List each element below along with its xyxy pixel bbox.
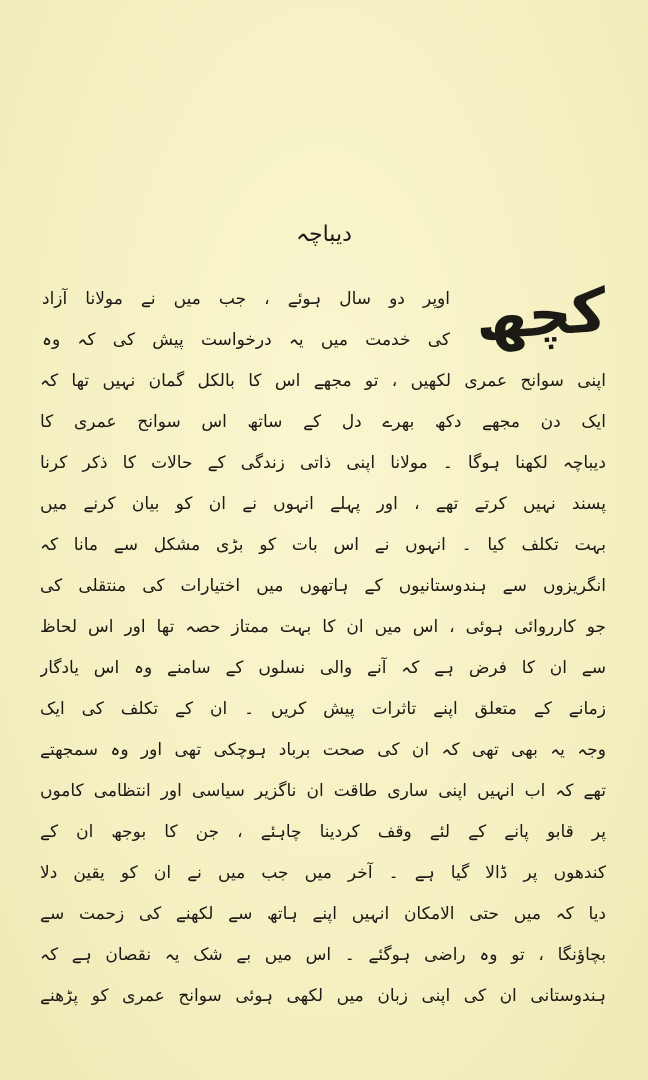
text-line: ہندوستانی ان کی اپنی زبان میں لکھی ہوئی سوانح عمری کو پڑھنے xyxy=(40,986,606,1006)
text-line: وجہ یہ بھی تھی کہ ان کی صحت برباد ہوچکی تھی اور وہ سمجھتے xyxy=(40,740,606,760)
text-line: اپنی سوانح عمری لکھیں ، تو مجھے اس کا بالکل گمان نہیں تھا کہ xyxy=(40,371,606,391)
text-line: کی خدمت میں یہ درخواست پیش کی کہ وہ xyxy=(42,330,450,350)
text-line: زمانے کے متعلق اپنے تاثرات پیش کریں ۔ ان کے تکلف کی ایک xyxy=(40,699,606,719)
text-line: بہت تکلف کیا ۔ انہوں نے اس بات کو بڑی مشکل سے مانا کہ xyxy=(40,535,606,555)
text-line: کندھوں پر ڈالا گیا ہے ۔ آخر میں جب میں نے ان کو یقین دلا xyxy=(40,863,606,883)
text-line: سے ان کا فرض ہے کہ آنے والی نسلوں کے سامنے وہ اس یادگار xyxy=(40,658,606,678)
drop-cap: کچھ xyxy=(473,275,609,355)
text-line: انگریزوں سے ہندوستانیوں کے ہاتھوں میں اختیارات کی منتقلی کی xyxy=(40,576,606,596)
text-line: جو کارروائی ہوئی ، اس میں ان کا بہت ممتاز حصہ تھا اور اس لحاظ xyxy=(40,617,606,637)
text-line: دیا کہ میں حتی الامکان انہیں اپنے ہاتھ سے لکھنے کی زحمت سے xyxy=(40,904,606,924)
text-line: اوپر دو سال ہوئے ، جب میں نے مولانا آزاد xyxy=(42,289,450,309)
text-line: پر قابو پانے کے لئے وقف کردینا چاہئے ، جن کا بوجھ ان کے xyxy=(40,822,606,842)
text-line: ایک دن مجھے دکھ بھرے دل کے ساتھ اس سوانح عمری کا xyxy=(40,412,606,432)
text-line: پسند نہیں کرتے تھے ، اور پہلے انہوں نے ان کو بیان کرنے میں xyxy=(40,494,606,514)
text-line: دیباچہ لکھنا ہوگا ۔ مولانا اپنی ذاتی زندگی کے حالات کا ذکر کرنا xyxy=(40,453,606,473)
text-line: تھے کہ اب انہیں اپنی ساری طاقت ان ناگزیر سیاسی اور انتظامی کاموں xyxy=(40,781,606,801)
page-title: دیباچہ xyxy=(296,222,352,247)
text-line: بچاؤنگا ، تو وہ راضی ہوگئے ۔ اس میں بے شک یہ نقصان ہے کہ xyxy=(40,945,606,965)
